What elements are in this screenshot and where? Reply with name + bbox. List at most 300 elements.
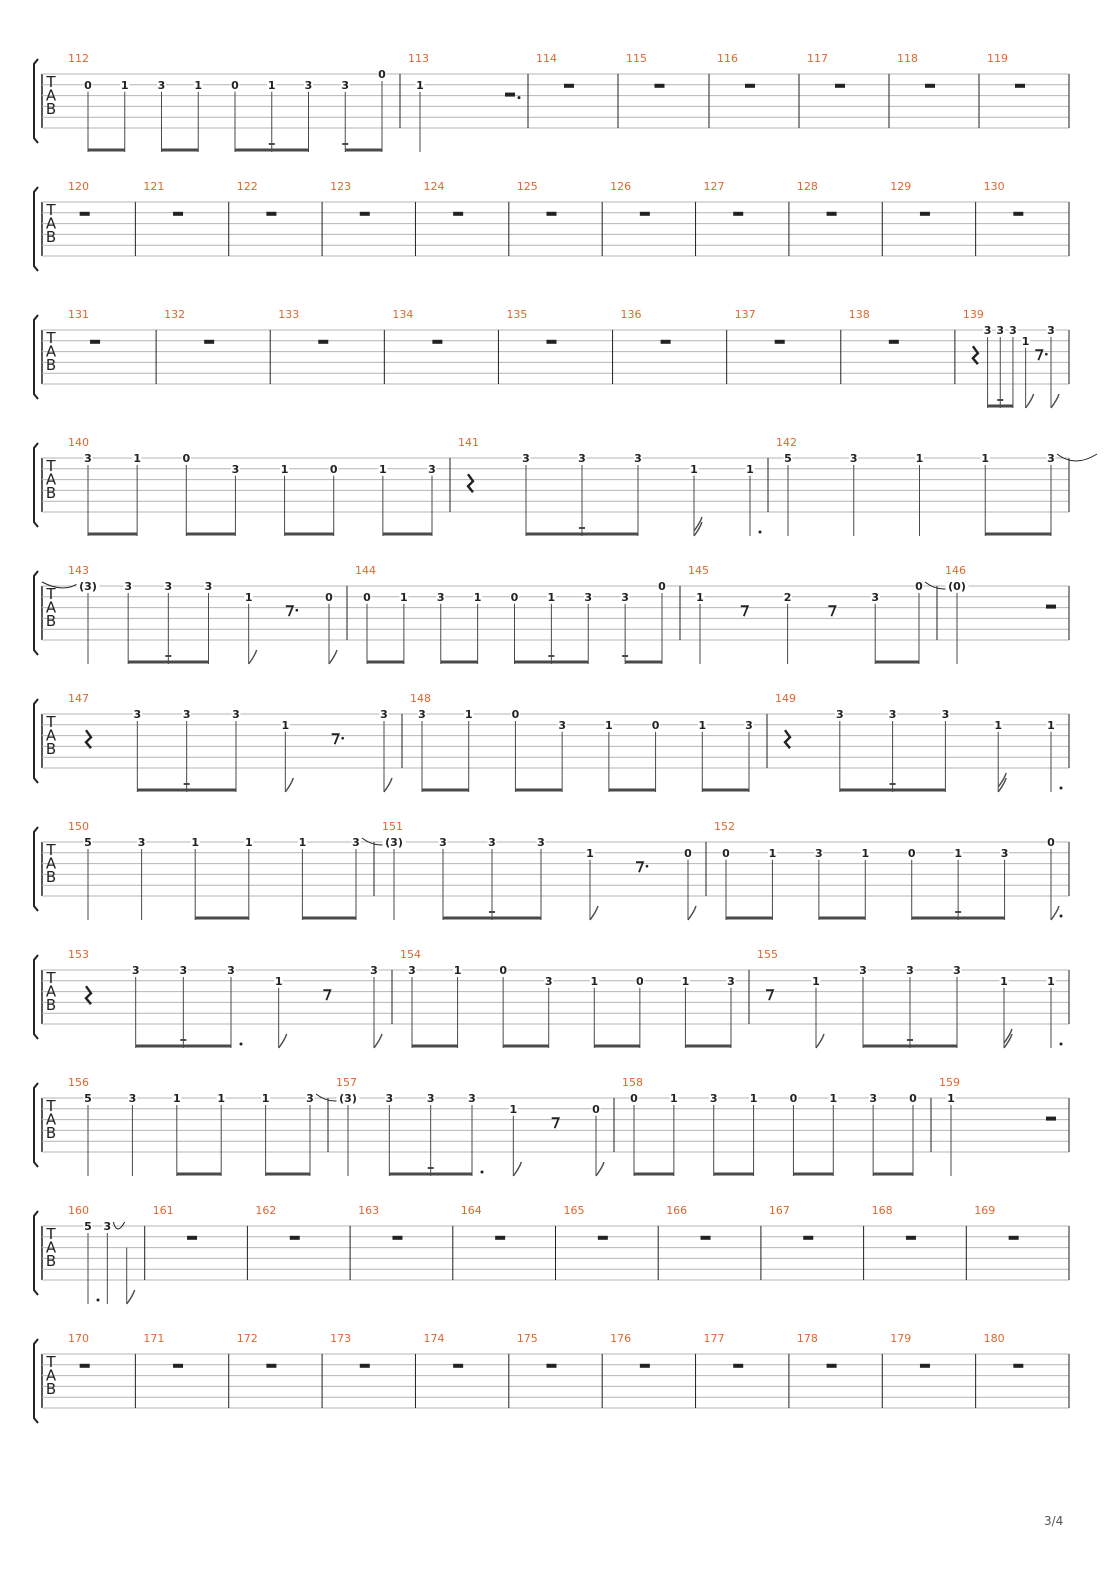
fret-number: (3) — [79, 580, 97, 593]
measure — [382, 820, 706, 920]
measure — [330, 1332, 415, 1408]
fret-number: 1 — [812, 974, 820, 988]
fret-number: 1 — [994, 718, 1003, 732]
tab-clef-letter: A — [45, 854, 57, 873]
tab-system — [34, 1332, 1069, 1423]
measure — [358, 1204, 453, 1280]
fret-number: 3 — [408, 964, 416, 977]
fret-number: 1 — [191, 836, 200, 849]
fret-number: 3 — [835, 708, 844, 721]
measure — [68, 308, 156, 384]
measure — [688, 564, 965, 664]
fret-number: 0 — [510, 590, 519, 604]
fret-number: 1 — [274, 974, 283, 988]
fret-number: 3 — [849, 452, 858, 465]
fret-number: 3 — [232, 708, 240, 721]
system-bracket — [34, 59, 38, 143]
page-number: 3/4 — [1044, 1514, 1064, 1528]
fret-number: 1 — [861, 846, 870, 860]
fret-number: 0 — [909, 1092, 917, 1105]
rest-mark — [266, 1364, 276, 1368]
fret-number: 1 — [915, 452, 924, 465]
sub-beam — [890, 783, 896, 785]
fret-number: 1 — [244, 590, 253, 604]
fret-number: 0 — [789, 1092, 798, 1105]
measure — [564, 1204, 659, 1280]
measure-number: 142 — [776, 436, 797, 449]
tab-clef-letter: B — [45, 484, 57, 502]
fret-number: 0 — [684, 846, 692, 860]
duration-dot — [1060, 915, 1063, 918]
sub-beam — [165, 655, 171, 657]
tab-system — [34, 436, 1097, 536]
fret-number: 1 — [670, 1092, 678, 1105]
fret-number: 1 — [120, 78, 129, 92]
measure — [68, 820, 402, 920]
fret-number: 1 — [217, 1092, 226, 1105]
fret-number: 1 — [1000, 974, 1008, 988]
measure-number: 134 — [392, 308, 414, 321]
measure-number: 156 — [68, 1076, 89, 1089]
measure — [717, 52, 799, 128]
measure-number: 118 — [897, 52, 918, 65]
fret-number: 1 — [547, 590, 556, 604]
fret-number: 1 — [416, 78, 424, 92]
fret-number: 3 — [103, 1220, 112, 1233]
measure-number: 177 — [703, 1332, 725, 1345]
tab-clef-letter: A — [45, 1238, 57, 1257]
duration-dot — [1060, 1043, 1063, 1046]
measure — [355, 564, 680, 664]
measure-number: 126 — [610, 180, 632, 193]
tab-clef-letter: B — [45, 868, 57, 886]
rest-mark — [187, 1236, 197, 1240]
measure-number: 120 — [68, 180, 89, 193]
fret-number: 0 — [915, 580, 923, 593]
measure-number: 143 — [68, 564, 89, 577]
fret-number: 3 — [352, 836, 360, 849]
fret-number: 3 — [385, 1092, 394, 1105]
measure-number: 141 — [458, 436, 479, 449]
rest-mark — [360, 212, 370, 216]
rest-mark — [360, 1364, 370, 1368]
measure — [735, 308, 841, 384]
measure — [68, 1204, 145, 1304]
rest-mark — [173, 1364, 183, 1368]
fret-number: 0 — [511, 708, 520, 721]
measure-number: 115 — [626, 52, 647, 65]
rest-mark — [547, 1364, 557, 1368]
rest-mark — [1046, 605, 1056, 609]
measure — [336, 1076, 614, 1176]
sub-beam — [579, 527, 585, 529]
fret-number: 1 — [379, 462, 387, 476]
fret-number: 1 — [590, 974, 599, 988]
rest-dot — [296, 609, 299, 612]
fret-number: 3 — [182, 708, 191, 721]
measure-number: 112 — [68, 52, 89, 65]
measure-number: 145 — [688, 564, 709, 577]
fret-number: 0 — [84, 78, 92, 92]
fret-number: 3 — [370, 964, 378, 977]
tab-clef-letter: A — [45, 598, 57, 617]
tab-clef-letter: T — [46, 201, 56, 219]
measure — [517, 1332, 602, 1408]
measure-number: 159 — [939, 1076, 960, 1089]
fret-number: 3 — [179, 964, 188, 977]
fret-number: 0 — [1047, 836, 1055, 849]
fret-number: 1 — [696, 590, 704, 604]
measure — [849, 308, 955, 384]
note-flag — [688, 906, 696, 920]
fret-number: 3 — [137, 836, 146, 849]
tab-clef-letter: B — [45, 228, 57, 246]
measure-number: 180 — [983, 1332, 1005, 1345]
fret-number: 1 — [261, 1092, 270, 1105]
tab-system — [34, 180, 1069, 271]
fret-number: 3 — [537, 836, 545, 849]
sub-beam — [489, 911, 495, 913]
measure — [153, 1204, 248, 1280]
fret-number: 3 — [1047, 324, 1055, 337]
rest-mark — [80, 212, 90, 216]
rest-dot — [341, 737, 344, 740]
measure-number: 144 — [355, 564, 376, 577]
fret-number: 1 — [698, 718, 707, 732]
tab-clef-letter: A — [45, 470, 57, 489]
fret-number: 1 — [681, 974, 690, 988]
sub-beam — [342, 143, 348, 145]
measure-number: 161 — [152, 1204, 174, 1217]
rest-mark — [661, 340, 671, 344]
tab-clef-letter: A — [45, 982, 57, 1001]
tab-clef-letter: T — [46, 1097, 56, 1115]
quarter-rest — [86, 730, 91, 748]
measure — [68, 52, 400, 152]
tab-clef-letter: A — [45, 726, 57, 745]
measure — [974, 1204, 1069, 1280]
note-flag — [1051, 394, 1059, 408]
measure-number: 124 — [423, 180, 445, 193]
fret-number: 3 — [164, 580, 173, 593]
fret-number: 1 — [1047, 974, 1055, 988]
tab-system — [34, 564, 1069, 664]
measure — [42, 564, 347, 664]
measure-number: 136 — [620, 308, 642, 321]
fret-number: 1 — [280, 462, 289, 476]
system-bracket — [34, 443, 38, 527]
note-flag — [285, 778, 293, 792]
fret-number: 1 — [244, 836, 253, 849]
measure-number: 114 — [536, 52, 557, 65]
fret-number: 1 — [453, 964, 462, 977]
measure-number: 113 — [408, 52, 429, 65]
measure — [897, 52, 979, 128]
measure-number: 127 — [703, 180, 725, 193]
measure-number: 175 — [516, 1332, 538, 1345]
measure — [423, 1332, 508, 1408]
measure-number: 153 — [68, 948, 89, 961]
fret-number: 3 — [304, 78, 313, 92]
measure-number: 160 — [68, 1204, 89, 1217]
measure — [987, 52, 1069, 128]
fret-number: (0) — [948, 580, 966, 593]
duration-dot — [759, 531, 762, 534]
measure-number: 122 — [236, 180, 258, 193]
fret-number: 3 — [124, 580, 132, 593]
fret-number: 3 — [522, 452, 530, 465]
fret-number: 1 — [749, 1092, 758, 1105]
rest-mark — [432, 340, 442, 344]
fret-number: 3 — [1047, 452, 1055, 465]
tab-clef-letter: T — [46, 1225, 56, 1243]
fret-number: 5 — [784, 452, 792, 465]
rest-mark — [925, 84, 935, 88]
measure-number: 172 — [236, 1332, 258, 1345]
rest-mark — [745, 84, 755, 88]
rest-mark — [290, 1236, 300, 1240]
fret-number: 3 — [941, 708, 950, 721]
tab-system — [34, 692, 1069, 792]
rest-mark — [505, 93, 515, 97]
fret-number: 1 — [768, 846, 777, 860]
rest-mark — [453, 212, 463, 216]
fret-number: 3 — [906, 964, 914, 977]
system-bracket — [34, 955, 38, 1039]
measure — [143, 180, 228, 256]
measure-number: 166 — [666, 1204, 688, 1217]
note-flag — [596, 1162, 604, 1176]
measure — [400, 948, 749, 1048]
measure — [797, 180, 882, 256]
fret-number: 3 — [983, 324, 992, 337]
fret-number: 1 — [400, 590, 408, 604]
tab-clef-letter: T — [46, 585, 56, 603]
measure — [610, 1332, 695, 1408]
fret-number: 3 — [869, 1092, 877, 1105]
tab-clef-letter: A — [45, 342, 57, 361]
note-flag — [590, 906, 598, 920]
measure — [237, 180, 322, 256]
measure-number: 171 — [143, 1332, 165, 1345]
tab-system — [34, 1076, 1069, 1176]
fret-number: 1 — [473, 590, 482, 604]
fret-number: 3 — [428, 462, 436, 476]
sub-beam — [184, 783, 190, 785]
fret-number: 3 — [380, 708, 388, 721]
measure — [237, 1332, 322, 1408]
tab-clef-letter: B — [45, 612, 57, 630]
measure — [506, 308, 612, 384]
tab-clef-letter: A — [45, 214, 57, 233]
fret-number: 3 — [745, 718, 753, 732]
tab-system — [34, 820, 1069, 920]
fret-number: 0 — [182, 452, 191, 465]
tab-clef-letter: A — [45, 1110, 57, 1129]
rest-mark — [655, 84, 665, 88]
measure — [769, 1204, 864, 1280]
fret-number: 0 — [378, 68, 386, 81]
fret-number: (3) — [385, 836, 403, 849]
fret-number: 3 — [584, 590, 593, 604]
measure-number: 178 — [796, 1332, 818, 1345]
system-bracket — [34, 1211, 38, 1295]
fret-number: 0 — [636, 974, 644, 988]
fret-number: 3 — [436, 590, 445, 604]
tab-clef-letter: T — [46, 457, 56, 475]
measure-number: 169 — [974, 1204, 996, 1217]
measure — [423, 180, 508, 256]
measure-number: 147 — [68, 692, 89, 705]
fret-number: 1 — [1021, 334, 1030, 348]
rest-mark — [803, 1236, 813, 1240]
fret-number: 1 — [298, 836, 307, 849]
measure-number: 150 — [68, 820, 89, 833]
tab-clef-letter: A — [45, 86, 57, 105]
measure — [622, 1076, 931, 1176]
duration-dot — [240, 1043, 243, 1046]
note-flag — [1051, 906, 1059, 920]
note-flag — [384, 778, 392, 792]
fret-number: 3 — [128, 1092, 137, 1105]
rest-mark — [1013, 212, 1023, 216]
measure — [963, 308, 1069, 408]
measure-number: 163 — [358, 1204, 380, 1217]
measure-number: 137 — [734, 308, 756, 321]
fret-number: 5 — [84, 836, 92, 849]
rest-mark — [204, 340, 214, 344]
measure-number: 155 — [757, 948, 778, 961]
measure — [939, 1076, 1069, 1176]
sub-beam — [622, 655, 628, 657]
fret-number: 5 — [84, 1220, 92, 1233]
tab-clef-letter: B — [45, 100, 57, 118]
fret-number: 3 — [621, 590, 629, 604]
measure — [517, 180, 602, 256]
tab-clef-letter: T — [46, 713, 56, 731]
rest-mark — [318, 340, 328, 344]
rest-mark — [640, 212, 650, 216]
fret-number: 3 — [488, 836, 496, 849]
measure-number: 176 — [610, 1332, 632, 1345]
measure-number: 139 — [962, 308, 984, 321]
sub-beam — [907, 1039, 913, 1041]
duration-dot — [1060, 787, 1063, 790]
fret-number: 3 — [341, 78, 350, 92]
tie-arc — [1057, 454, 1097, 461]
measure-number: 148 — [410, 692, 431, 705]
fret-number: 1 — [947, 1092, 955, 1105]
measure-number: 154 — [400, 948, 421, 961]
rest-mark — [1046, 1117, 1056, 1121]
measure-number: 164 — [460, 1204, 482, 1217]
measure-number: 158 — [622, 1076, 643, 1089]
measure-number: 116 — [717, 52, 738, 65]
rest-mark — [906, 1236, 916, 1240]
fret-number: 1 — [133, 452, 141, 465]
measure — [255, 1204, 350, 1280]
fret-number: 3 — [1009, 324, 1017, 337]
tab-clef-letter: T — [46, 1353, 56, 1371]
fret-number: 3 — [204, 580, 213, 593]
fret-number: 1 — [1047, 718, 1055, 732]
note-flag — [127, 1290, 135, 1304]
sub-beam — [548, 655, 554, 657]
fret-number: 5 — [84, 1092, 92, 1105]
quarter-rest — [785, 730, 790, 748]
sub-beam — [269, 143, 275, 145]
measure — [984, 1332, 1069, 1408]
fret-number: 0 — [231, 78, 239, 92]
measure — [458, 436, 768, 536]
system-bracket — [34, 315, 38, 399]
fret-number: 2 — [783, 590, 792, 604]
measure — [68, 1332, 135, 1408]
sub-beam — [180, 1039, 186, 1041]
fret-number: 3 — [578, 452, 586, 465]
measure — [68, 436, 450, 536]
fret-number: 3 — [157, 78, 166, 92]
note-flag — [374, 1034, 382, 1048]
fret-number: 0 — [651, 718, 660, 732]
measure-number: 125 — [516, 180, 538, 193]
measure-number: 123 — [330, 180, 352, 193]
fret-number: 1 — [954, 846, 962, 860]
measure-number: 132 — [164, 308, 186, 321]
measure — [775, 692, 1069, 792]
measure-number: 167 — [768, 1204, 790, 1217]
fret-number: 3 — [859, 964, 867, 977]
measure-number: 170 — [68, 1332, 89, 1345]
fret-number: 3 — [709, 1092, 718, 1105]
fret-number: 1 — [267, 78, 276, 92]
measure-number: 179 — [890, 1332, 912, 1345]
fret-number: 3 — [306, 1092, 314, 1105]
measure-number: 173 — [330, 1332, 352, 1345]
measure — [164, 308, 270, 384]
measure-number: 135 — [506, 308, 528, 321]
fret-number: 0 — [592, 1102, 600, 1116]
fret-number: 0 — [907, 846, 916, 860]
measure — [945, 564, 1069, 664]
measure-number: 130 — [983, 180, 1005, 193]
fret-number: 3 — [227, 964, 235, 977]
tab-clef-letter: B — [45, 1252, 57, 1270]
rest-dot — [518, 96, 521, 99]
measure-number: 131 — [68, 308, 89, 321]
tab-system — [34, 948, 1069, 1048]
measure-number: 119 — [987, 52, 1008, 65]
fret-number: 0 — [329, 462, 338, 476]
measure-number: 133 — [278, 308, 300, 321]
fret-number: 0 — [363, 590, 371, 604]
measure — [408, 52, 528, 152]
fret-number: 3 — [418, 708, 426, 721]
sub-beam — [428, 1167, 434, 1169]
measure — [626, 52, 709, 128]
quarter-rest — [86, 986, 91, 1004]
measure — [984, 180, 1069, 256]
measure — [68, 180, 135, 256]
fret-number: 1 — [172, 1092, 181, 1105]
measure — [776, 436, 1097, 536]
measure — [330, 180, 415, 256]
measure — [807, 52, 889, 128]
fret-number: 3 — [996, 324, 1005, 337]
fret-number: 3 — [84, 452, 92, 465]
fret-number: 3 — [439, 836, 447, 849]
rest-mark — [80, 1364, 90, 1368]
